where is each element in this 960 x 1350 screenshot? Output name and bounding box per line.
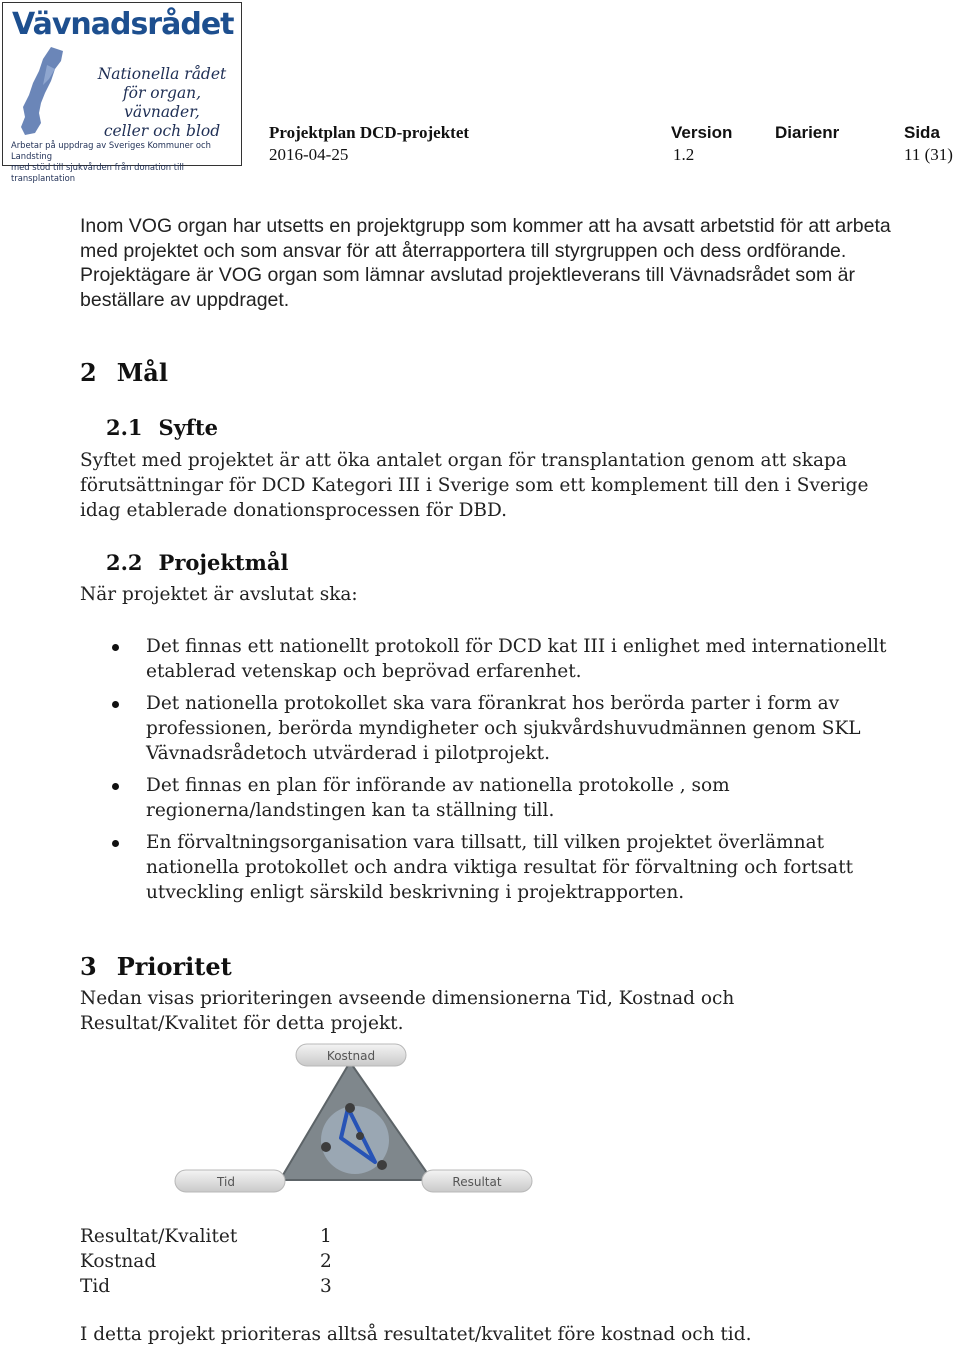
section-number: 3 <box>80 952 97 981</box>
page-number: 11 (31) <box>904 145 953 164</box>
section-heading <box>80 358 168 387</box>
version-label: Version <box>671 123 733 142</box>
priority-value: 1 <box>320 1226 332 1247</box>
priority-label: Tid <box>80 1276 111 1297</box>
priority-paragraph: Nedan visas prioriteringen avseende dimensionerna Tid, Kostnad och Resultat/Kvalitet för detta projekt. <box>80 988 735 1034</box>
dot-marker <box>356 1132 364 1140</box>
document-title: Projektplan DCD-projektet <box>269 123 470 142</box>
dot-marker <box>345 1103 355 1113</box>
goal-lead-text: När projektet är avslutat ska: <box>80 584 358 605</box>
priority-value: 2 <box>320 1251 332 1272</box>
priority-label: Kostnad <box>80 1251 157 1272</box>
version-value: 1.2 <box>673 145 695 164</box>
section-heading <box>80 952 232 981</box>
section-number: 2 <box>80 358 97 387</box>
goal-list <box>80 634 910 912</box>
logo-footer-line: med stöd till sjukvården från donation till transplantation <box>11 162 184 183</box>
diarienr-label: Diarienr <box>775 123 840 142</box>
diagram-label-top: Kostnad <box>326 1049 376 1063</box>
priority-triangle-diagram <box>170 1040 540 1200</box>
table-row <box>80 1249 332 1274</box>
conclusion-text: I detta projekt prioriteras alltså resultatet/kvalitet före kostnad och tid. <box>80 1324 752 1345</box>
diagram-label-left: Tid <box>217 1175 235 1189</box>
subsection-heading <box>106 415 218 440</box>
logo-title: Vävnadsrådet <box>12 7 234 42</box>
table-row <box>80 1274 332 1299</box>
dot-marker <box>321 1142 331 1152</box>
section-title: Mål <box>116 358 168 387</box>
priority-label: Resultat/Kvalitet <box>80 1226 238 1247</box>
subsection-number: 2.2 <box>106 550 143 575</box>
subsection-title: Syfte <box>158 415 219 440</box>
list-item: Det nationella protokollet ska vara förankrat hos berörda parter i form av professionen, berörda myndigheter och sjukvårdshuvudmännen genom SKL Vävnadsrådetoch utvärderad i pilotprojekt. <box>80 691 910 766</box>
priority-table <box>80 1224 332 1299</box>
sweden-map-icon <box>11 45 83 137</box>
dot-marker <box>377 1160 387 1170</box>
diagram-label-right: Resultat <box>452 1175 502 1189</box>
subsection-heading <box>106 550 288 575</box>
logo-tagline <box>87 65 237 141</box>
priority-value: 3 <box>320 1276 332 1297</box>
list-item: En förvaltningsorganisation vara tillsatt, till vilken projektet överlämnat nationella protokollet och andra viktiga resultat för förvaltning och fortsatt utveckling enligt särskild beskrivning i projektrapporten. <box>80 830 910 905</box>
purpose-paragraph: Syftet med projektet är att öka antalet organ för transplantation genom att skapa förutsättningar för DCD Kategori III i Sverige som ett komplement till den i Sverige idag etablerade donationsprocessen för DBD. <box>80 450 869 521</box>
organization-logo <box>2 2 242 183</box>
logo-tagline-line: Nationella rådet <box>97 65 227 83</box>
document-date: 2016-04-25 <box>269 145 349 164</box>
subsection-title: Projektmål <box>158 550 289 575</box>
list-item: Det finnas ett nationellt protokoll för DCD kat III i enlighet med internationellt etablerad vetenskap och beprövad erfarenhet. <box>80 634 910 684</box>
logo-footer-line: Arbetar på uppdrag av Sveriges Kommuner och Landsting <box>11 140 211 161</box>
logo-tagline-line: för organ, vävnader, <box>122 84 202 121</box>
intro-paragraph: Inom VOG organ har utsetts en projektgrupp som kommer att ha avsatt arbetstid för att arbeta med projektet och som ansvar för att återrapportera till styrgruppen och dess ordförande. Projektägare är VOG organ som lämnar avslutad projektleverans till Vävnadsrådet som är beställare av uppdraget. <box>80 215 891 311</box>
list-item: Det finnas en plan för införande av nationella protokolle , som regionerna/landstingen kan ta ställning till. <box>80 773 910 823</box>
logo-footer <box>11 140 239 184</box>
page-label: Sida <box>904 123 940 142</box>
table-row <box>80 1224 332 1249</box>
logo-tagline-line: celler och blod <box>103 122 221 140</box>
section-title: Prioritet <box>116 952 232 981</box>
subsection-number: 2.1 <box>106 415 143 440</box>
